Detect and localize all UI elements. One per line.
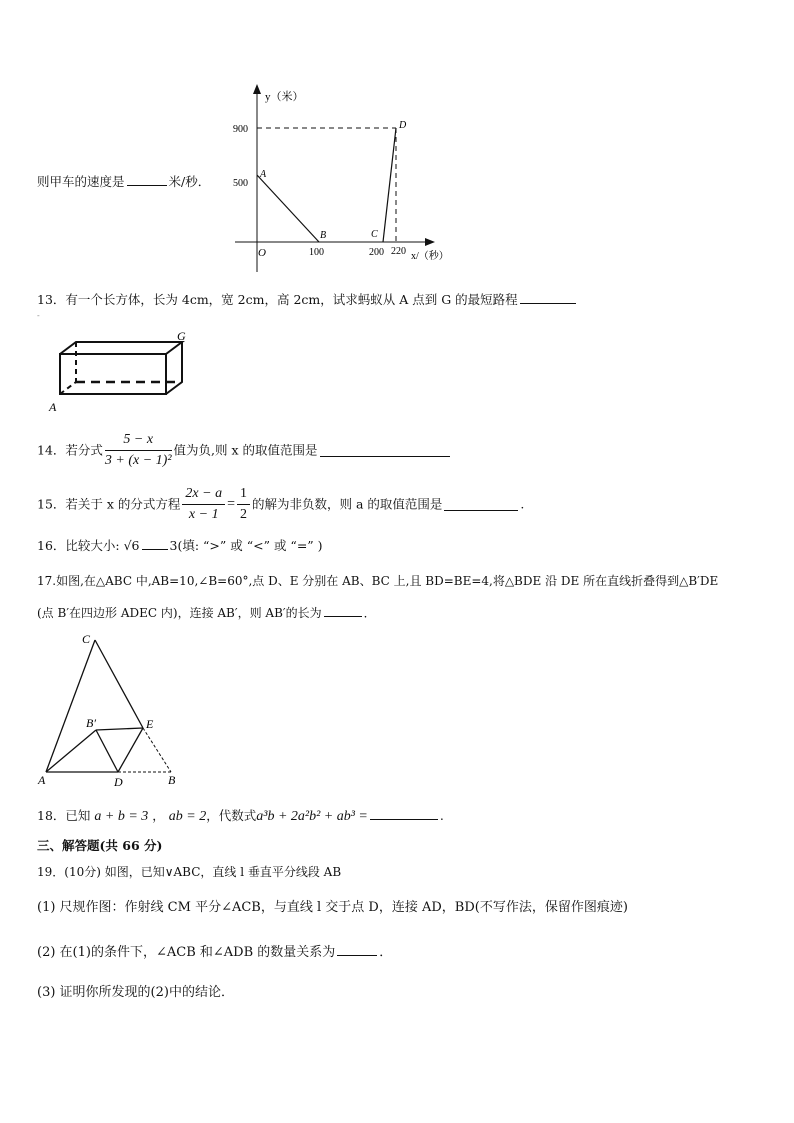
q12-text-before: 则甲车的速度是 (37, 174, 125, 189)
q12-y-tick-900: 900 (233, 124, 248, 135)
q17-side-ce (95, 640, 143, 728)
q18-mid: ，代数式 (206, 808, 257, 823)
q18-comma: ， (152, 808, 165, 823)
q17-label-b: B (168, 773, 176, 787)
q12-text (37, 173, 210, 190)
q12-origin-label: O (258, 247, 266, 259)
q17-line1: 17.如图,在△ABC 中,AB=10,∠B=60°,点 D、E 分别在 AB、BC 上,且 BD=BE=4,将△BDE 沿 DE 所在直线折叠得到△B′DE (37, 574, 719, 588)
q12-segment-ab (257, 175, 319, 242)
q14-text (37, 431, 452, 470)
q19-part3: (3) 证明你所发现的(2)中的结论． (37, 985, 234, 1000)
q17-label-d: D (114, 775, 123, 789)
q19-answer-blank[interactable] (337, 943, 377, 956)
q15-answer-blank[interactable] (444, 498, 518, 511)
q14-numerator: 5 − x (105, 431, 172, 451)
q15-prefix: 15．若关于 x 的分式方程 (37, 496, 181, 512)
q12-point-a-label: A (260, 169, 267, 180)
q19-part2-prefix: (2) 在(1)的条件下，∠ACB 和∠ADB 的数量关系为 (37, 945, 336, 960)
q16-suffix: 3(填: “>” 或 “<” 或 “=” ) (169, 538, 323, 553)
q17-label-a: A (38, 773, 46, 787)
q13-answer-blank[interactable] (520, 291, 576, 304)
q17-line2-prefix: (点 B′在四边形 ADEC 内)，连接 AB′，则 AB′的长为 (37, 606, 322, 620)
section3-title: 三、解答题(共 66 分) (37, 838, 163, 853)
q19-part2 (37, 943, 392, 961)
q13-stem: 13．有一个长方体，长为 4cm，宽 2cm，高 2cm，试求蚂蚁从 A 点到 G 的最短路程 (37, 292, 518, 307)
q14-prefix: 14．若分式 (37, 442, 103, 458)
q17-segment-bpe (96, 728, 143, 730)
q14-fraction (105, 431, 172, 470)
q17-answer-blank[interactable] (324, 604, 362, 617)
q19-part2-end: ． (379, 945, 393, 960)
q12-y-axis-arrow-icon (253, 84, 261, 94)
q17-triangle-figure (36, 630, 186, 790)
q15-text (37, 485, 524, 524)
q15-equals: = (227, 496, 235, 512)
q12-segment-cd (383, 128, 396, 242)
q18-answer-blank[interactable] (370, 807, 438, 820)
q12-point-d-label: D (399, 120, 407, 131)
q13-right-face (166, 342, 182, 394)
q17-segment-bpd (96, 730, 118, 772)
q18-condition-product: ab = 2 (168, 809, 207, 824)
q13-label-a: A (49, 400, 57, 414)
q17-dashed-eb (143, 728, 171, 772)
q17-label-c: C (82, 632, 91, 646)
q13-top-face (60, 342, 182, 354)
q17-label-e: E (146, 717, 154, 731)
q15-lhs-numerator: 2x − a (182, 485, 225, 505)
q12-x-axis-arrow-icon (425, 238, 435, 246)
q13-hidden-edge-diag (60, 382, 76, 394)
q13-text (37, 291, 578, 308)
q12-text-after: 米/秒． (168, 174, 211, 189)
q18-condition-sum: a + b = 3 (94, 809, 149, 824)
q16-answer-blank[interactable] (142, 537, 168, 550)
q13-small-mark: - (37, 311, 40, 320)
q15-lhs-denominator: x − 1 (188, 507, 219, 522)
q19-stem: 19．(10分) 如图，已知∨ABC，直线 l 垂直平分线段 AB (37, 865, 342, 879)
q12-point-b-label: B (320, 230, 327, 241)
q12-x-tick-200: 200 (369, 247, 384, 258)
q15-rhs-numerator: 1 (237, 485, 250, 505)
q18-expression: a³b + 2a²b² + ab³ = (256, 809, 368, 824)
q13-cuboid-figure (46, 328, 196, 418)
q18-prefix: 18．已知 (37, 808, 91, 823)
q14-denominator: 3 + (x − 1)² (104, 453, 172, 468)
q12-y-tick-500: 500 (233, 178, 248, 189)
q12-point-c-label: C (371, 229, 378, 240)
q17-line2 (37, 604, 376, 621)
q12-distance-time-graph (225, 82, 465, 274)
q15-end: . (520, 496, 525, 512)
q15-suffix: 的解为非负数，则 a 的取值范围是 (251, 496, 443, 512)
q18-end: . (439, 808, 444, 823)
q17-label-bp: B′ (86, 716, 96, 730)
q15-rhs-fraction (237, 485, 250, 524)
q15-lhs-fraction (182, 485, 225, 524)
q12-x-tick-220: 220 (391, 246, 406, 257)
q16-text (37, 537, 323, 554)
q15-rhs-denominator: 2 (239, 507, 247, 522)
q12-x-tick-100: 100 (309, 247, 324, 258)
q14-suffix: 值为负,则 x 的取值范围是 (173, 442, 318, 458)
q13-label-g: G (177, 329, 186, 343)
q16-prefix: 16．比较大小: √6 (37, 538, 140, 553)
q18-text (37, 807, 444, 825)
q17-line2-end: ． (363, 606, 376, 620)
q19-part1: (1) 尺规作图：作射线 CM 平分∠ACB，与直线 l 交于点 D，连接 AD，BD(不写作法，保留作图痕迹) (37, 900, 628, 915)
q14-answer-blank[interactable] (320, 444, 450, 457)
q12-answer-blank[interactable] (127, 173, 167, 186)
q17-segment-de (118, 728, 143, 772)
q12-x-axis-label: x/（秒） (411, 251, 449, 262)
q12-y-axis-label: y（米） (265, 91, 304, 103)
